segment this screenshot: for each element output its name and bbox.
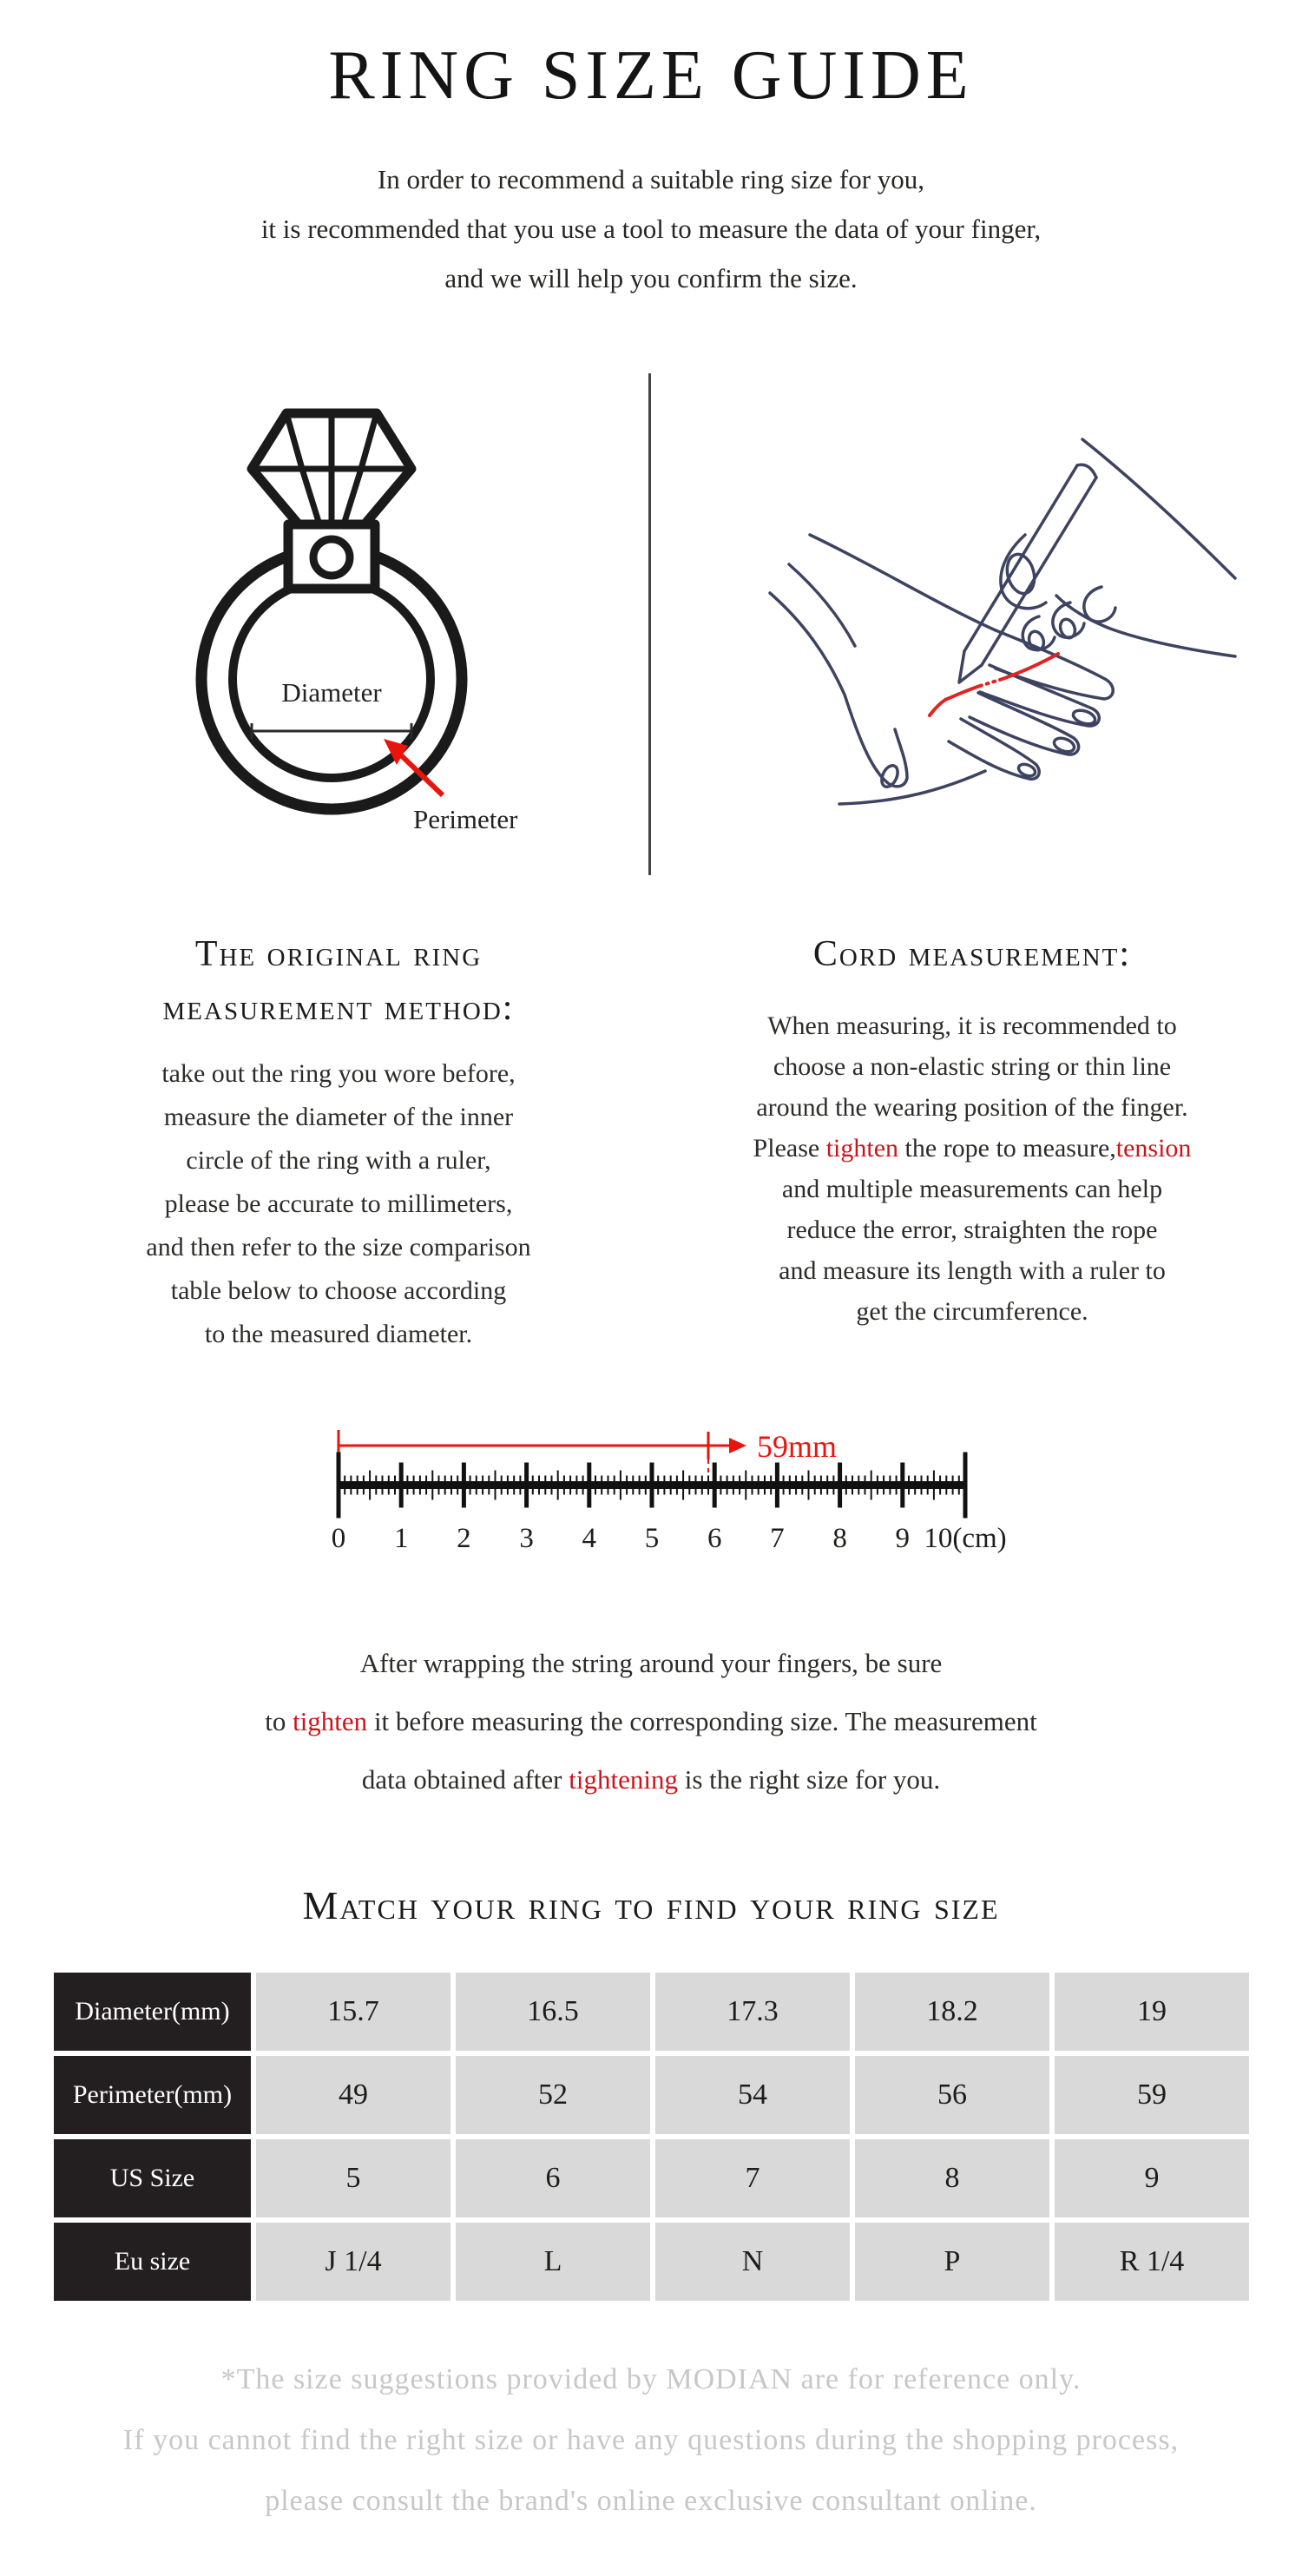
method-text [52,1052,625,1356]
table-cell: 16.5 [456,1973,650,2051]
ruler-cm-label: 0 [331,1523,346,1554]
cord-heading: Cord measurement: [812,934,1132,974]
method-line: table below to choose according [170,1276,507,1305]
size-table [49,1967,1254,2306]
table-row [54,2139,1249,2217]
cord-line: and multiple measurements can help [781,1175,1163,1203]
ruler-cm-label: 10(cm) [924,1523,1007,1554]
table-row-header: US Size [54,2139,251,2217]
table-cell: 9 [1055,2139,1249,2217]
wrap-note-part: data obtained after [361,1764,569,1795]
table-cell: 56 [855,2056,1049,2134]
wrap-note-line [0,1692,1302,1750]
red-highlight: tightening [569,1764,678,1795]
ring-diagram [149,392,523,879]
ruler-cm-label: 4 [582,1523,597,1554]
ruler-cm-label: 7 [770,1523,785,1554]
cord-text [668,1005,1276,1332]
wrap-note [0,1634,1302,1808]
table-row [54,2223,1249,2301]
left-hand [770,535,1113,804]
ruler-cm-label: 8 [832,1523,847,1554]
intro-line: and we will help you confirm the size. [444,263,858,293]
table-cell: R 1/4 [1055,2223,1249,2301]
table-row-header: Perimeter(mm) [54,2056,251,2134]
table-cell: 6 [456,2139,650,2217]
table-cell: 59 [1055,2056,1249,2134]
cord-line-part: the rope to measure, [898,1134,1116,1163]
ruler-cm-label: 1 [393,1523,409,1554]
table-cell: 7 [655,2139,850,2217]
method-heading-line: measurement method: [162,988,515,1028]
perimeter-label: Perimeter [413,804,518,834]
table-row [54,2056,1249,2134]
method-heading-line: The original ring [194,934,483,974]
cord-line: and measure its length with a ruler to [779,1256,1166,1285]
intro-line: it is recommended that you use a tool to measure the data of your finger, [260,214,1042,244]
table-cell: 54 [655,2056,850,2134]
ruler-cm-label: 2 [457,1523,471,1554]
method-line: to the measured diameter. [204,1320,473,1348]
ruler-cm-label: 3 [519,1523,534,1554]
hands-illustration [733,432,1237,814]
table-cell: J 1/4 [256,2223,450,2301]
table-row [54,1973,1249,2051]
cord-line: reduce the error, straighten the rope [786,1216,1158,1244]
disclaimer [0,2349,1302,2532]
cord-line: choose a non-elastic string or thin line [773,1052,1172,1081]
method-line: and then refer to the size comparison [146,1233,531,1262]
table-cell: N [655,2223,850,2301]
wrap-note-line: After wrapping the string around your fingers, be sure [359,1648,943,1678]
table-cell: 17.3 [655,1973,850,2051]
table-row-header: Diameter(mm) [54,1973,251,2051]
ruler-marker-label: 59mm [757,1429,838,1464]
disclaimer-line: *The size suggestions provided by MODIAN are for reference only. [220,2363,1082,2395]
pen-icon [959,464,1096,682]
table-cell: 52 [456,2056,650,2134]
ruler-cm-label: 9 [895,1523,911,1554]
cord-line: When measuring, it is recommended to [767,1011,1177,1040]
table-cell: 5 [256,2139,450,2217]
cord-line [668,1128,1276,1169]
wrap-note-part: is the right size for you. [677,1764,941,1795]
intro-text [0,155,1302,303]
ruler-cm-label: 6 [707,1523,722,1554]
table-cell: P [855,2223,1049,2301]
wrap-note-part: to [265,1706,293,1736]
wrap-note-part: it before measuring the corresponding size. The measurement [367,1706,1037,1736]
table-row-header: Eu size [54,2223,251,2301]
cord-line: around the wearing position of the finger. [756,1093,1188,1122]
ruler-figure [0,1413,1302,1587]
right-hand [1001,439,1235,656]
table-cell: 19 [1055,1973,1249,2051]
ring-mount-hole [313,539,350,576]
method-line: measure the diameter of the inner [163,1103,514,1131]
size-table-heading: Match your ring to find your ring size [302,1883,1000,1927]
method-line: please be accurate to millimeters, [164,1189,513,1218]
disclaimer-line: please consult the brand's online exclusive consultant online. [265,2485,1037,2517]
method-line: take out the ring you wore before, [161,1059,516,1088]
method-line: circle of the ring with a ruler, [186,1146,491,1175]
disclaimer-line: If you cannot find the right size or have any questions during the shopping process, [122,2424,1180,2456]
table-cell: 49 [256,2056,450,2134]
page-title: RING SIZE GUIDE [328,37,974,114]
red-highlight: tighten [293,1706,368,1736]
ruler-cm-label: 5 [644,1523,660,1554]
section-divider [648,373,651,875]
cord-line: get the circumference. [856,1297,1088,1326]
method-heading [78,927,599,1035]
diameter-label: Diameter [281,677,382,708]
wrap-note-line [0,1750,1302,1808]
table-cell: 8 [855,2139,1049,2217]
intro-line: In order to recommend a suitable ring size for you, [377,164,925,194]
table-cell: 15.7 [256,1973,450,2051]
red-highlight: tension [1115,1134,1192,1163]
table-cell: L [456,2223,650,2301]
diameter-line [252,723,411,739]
table-cell: 18.2 [855,1973,1049,2051]
red-highlight: tighten [825,1134,899,1163]
cord-line-part: Please [753,1134,826,1163]
